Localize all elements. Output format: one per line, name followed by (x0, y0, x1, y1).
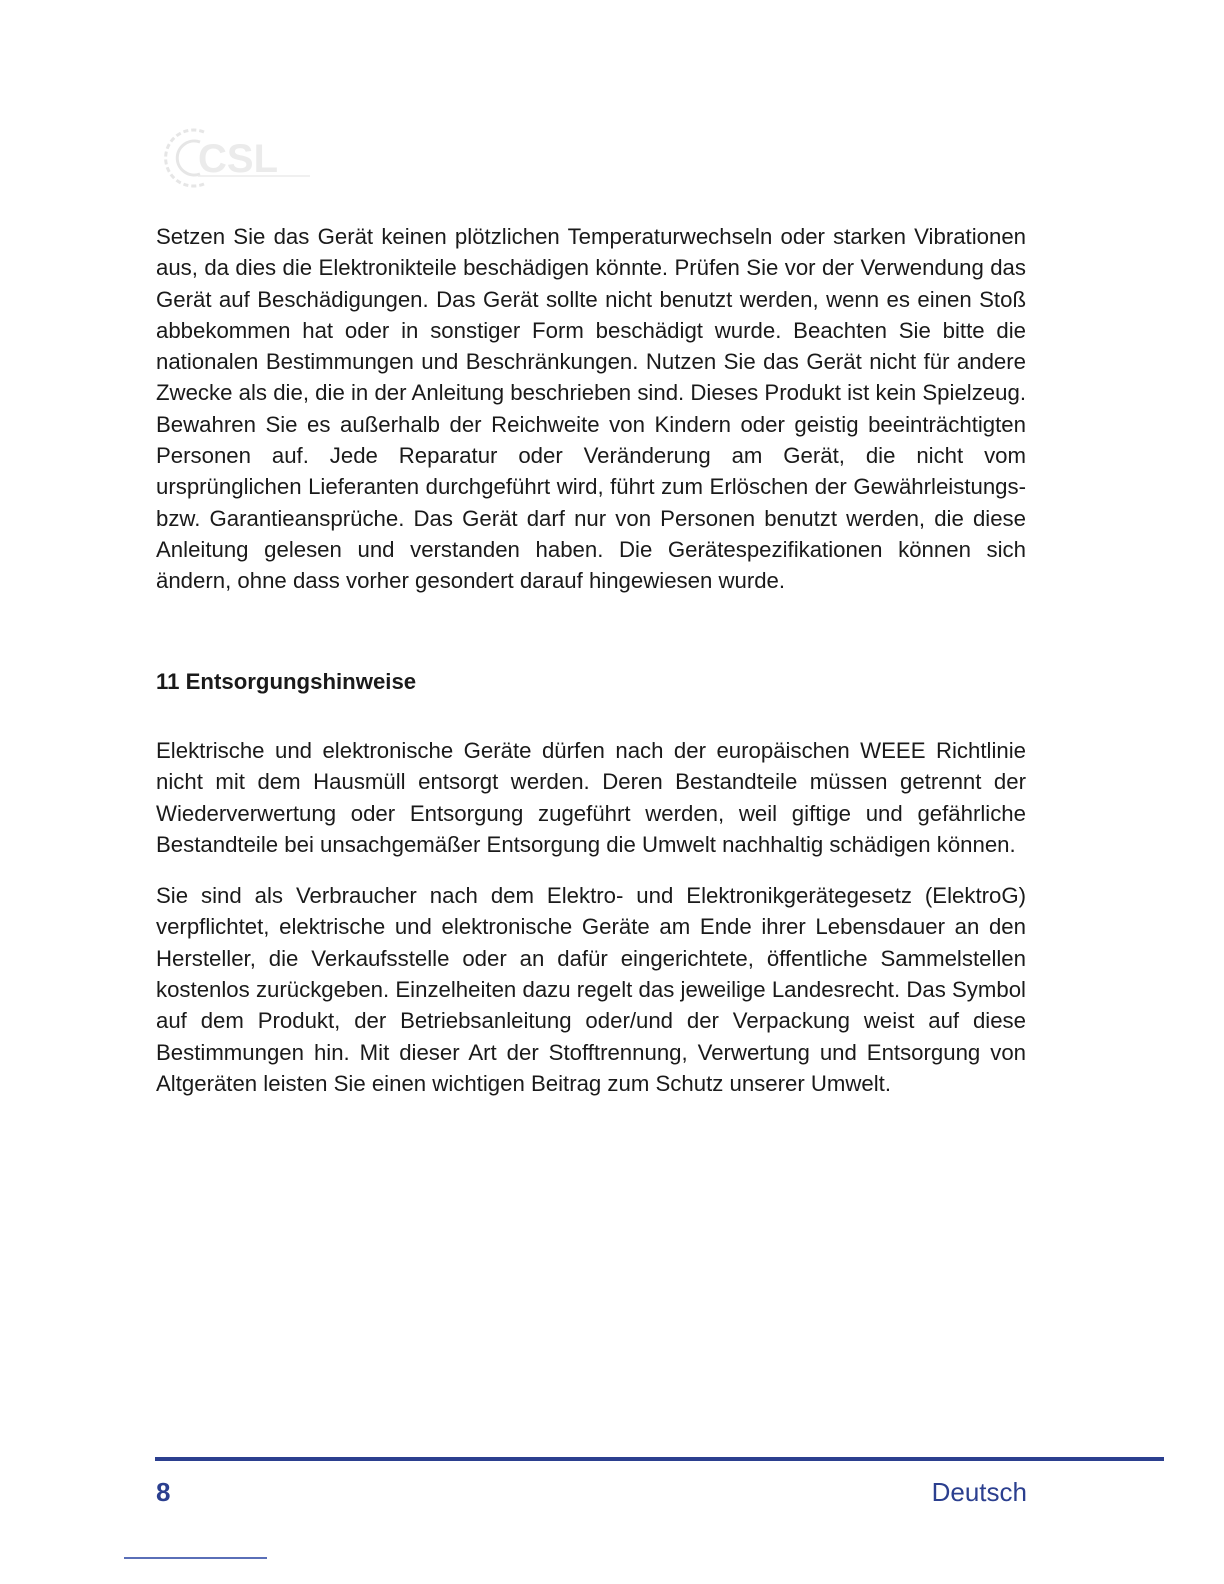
csl-logo-mark (164, 118, 314, 198)
footer-divider (155, 1457, 1164, 1461)
disposal-paragraph-1: Elektrische und elektronische Geräte dürfen nach der europäischen WEEE Richtlinie nicht mit dem Hausmüll entsorgt werden. Deren Bestandteile müssen getrennt der Wiederverwertung oder Entsorgung zugeführt werden, weil giftige und gefährliche Bestandteile bei unsachgemäßer Entsorgung die Umwelt nachhaltig schädigen können. (156, 738, 1026, 857)
section-heading-disposal: 11 Entsorgungshinweise (156, 669, 417, 694)
safety-paragraph: Setzen Sie das Gerät keinen plötzlichen Temperaturwechseln oder starken Vibrationen aus, da dies die Elektronikteile beschädigen könnte. Prüfen Sie vor der Verwendung das Gerät auf Beschädigungen. Das Gerät sollte nicht benutzt werden, wenn es einen Stoß abbekommen hat oder in sonstiger Form beschädigt wurde. Beachten Sie bitte die nationalen Bestimmungen und Beschränkungen. Nutzen Sie das Gerät nicht für andere Zwecke als die, die in der Anleitung beschrieben sind. Dieses Produkt ist kein Spielzeug. Bewahren Sie es außerhalb der Reichweite von Kindern oder geistig beeinträchtigten Personen auf. Jede Reparatur oder Veränderung am Gerät, die nicht vom ursprünglichen Lieferanten durchgeführt wird, führt zum Erlöschen der Gewährleistungs- bzw. Garantieansprüche. Das Gerät darf nur von Personen benutzt werden, die diese Anleitung gelesen und verstanden haben. Die Gerätespezifikationen können sich ändern, ohne dass vorher gesondert darauf hingewiesen wurde. (156, 224, 1026, 594)
logo-text: CSL (198, 137, 278, 181)
disposal-paragraph-2: Sie sind als Verbraucher nach dem Elektro- und Elektronikgerätegesetz (ElektroG) verpflichtet, elektrische und elektronische Geräte am Ende ihrer Lebensdauer an den Hersteller, die Verkaufsstelle oder an dafür eingerichtete, öffentliche Sammelstellen kostenlos zurückgeben. Einzelheiten dazu regelt das jeweilige Landesrecht. Das Symbol auf dem Produkt, der Betriebsanleitung oder/und der Verpackung weist auf diese Bestimmungen hin. Mit dieser Art der Stofftrennung, Verwertung und Entsorgung von Altgeräten leisten Sie einen wichtigen Beitrag zum Schutz unserer Umwelt. (156, 883, 1026, 1096)
footer-language: Deutsch (931, 1477, 1027, 1507)
page-number: 8 (156, 1477, 171, 1507)
main-content (156, 221, 1026, 1099)
csl-logo (164, 118, 314, 198)
bottom-rule (124, 1557, 267, 1559)
